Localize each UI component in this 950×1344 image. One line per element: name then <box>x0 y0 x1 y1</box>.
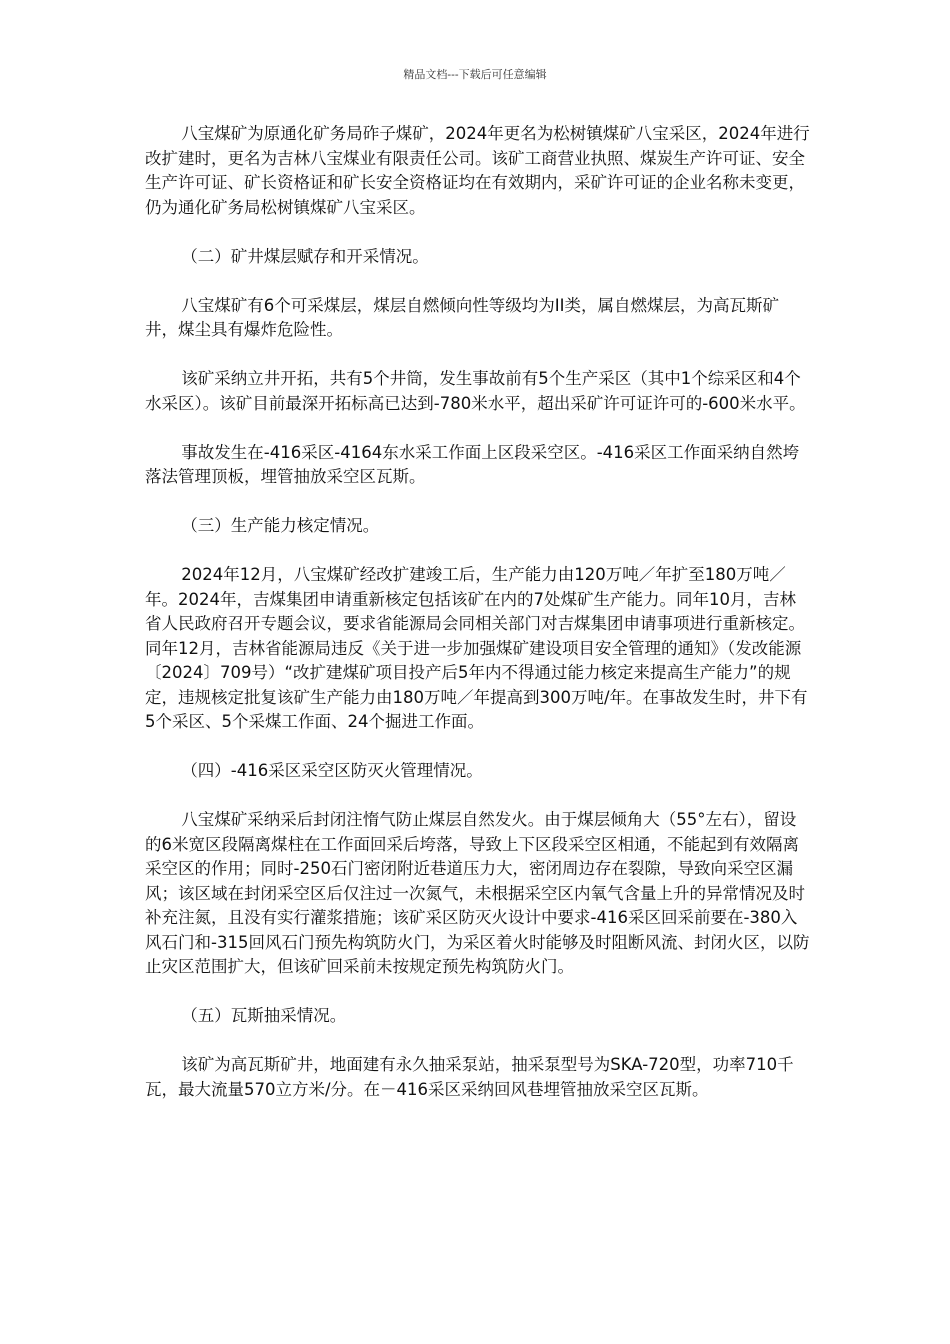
paragraph-fire-prevention: 八宝煤矿采纳采后封闭注惰气防止煤层自然发火。由于煤层倾角大（55°左右），留设的6米宽区段隔离煤柱在工作面回采后垮落，导致上下区段采空区相通，不能起到有效隔离采空区的作用；同时-250石门密闭附近巷道压力大，密闭周边存在裂隙，导致向采空区漏风；该区域在封闭采空区后仅注过一次氮气，未根据采空区内氧气含量上升的异常情况及时补充注氮，且没有实行灌浆措施；该矿采区防灭火设计中要求-416采区回采前要在-380入风石门和-315回风石门预先构筑防火门，为采区着火时能够及时阻断风流、封闭火区，以防止灾区范围扩大，但该矿回采前未按规定预先构筑防火门。 <box>145 810 810 976</box>
paragraph-accident-location: 事故发生在-416采区-4164东水采工作面上区段采空区。-416采区工作面采纳自然垮落法管理顶板，埋管抽放采空区瓦斯。 <box>145 442 800 486</box>
paragraph-company-history: 八宝煤矿为原通化矿务局砟子煤矿，2024年更名为松树镇煤矿八宝采区，2024年进行改扩建时，更名为吉林八宝煤业有限责任公司。该矿工商营业执照、煤炭生产许可证、安全生产许可证、矿长资格证和矿长安全资格证均在有效期内，采矿许可证的企业名称未变更，仍为通化矿务局松树镇煤矿八宝采区。 <box>145 124 810 217</box>
section-heading-capacity: （三）生产能力核定情况。 <box>181 516 380 535</box>
page-header: 精品文档---下载后可任意编辑 <box>403 68 547 81</box>
section-heading-gas-drainage: （五）瓦斯抽采情况。 <box>181 1006 347 1025</box>
paragraph-gas-drainage: 该矿为高瓦斯矿井，地面建有永久抽采泵站，抽采泵型号为SKA-720型，功率710千瓦，最大流量570立方米/分。在－416采区采纳回风巷埋管抽放采空区瓦斯。 <box>145 1055 794 1099</box>
paragraph-capacity-verification: 2024年12月，八宝煤矿经改扩建竣工后，生产能力由120万吨／年扩至180万吨／年。2024年，吉煤集团申请重新核定包括该矿在内的7处煤矿生产能力。同年10月，吉林省人民政府召开专题会议，要求省能源局会同相关部门对吉煤集团申请事项进行重新核定。同年12月，吉林省能源局违反《关于进一步加强煤矿建设项目安全管理的通知》（发改能源〔2024〕709号）“改扩建煤矿项目投产后5年内不得通过能力核定来提高生产能力”的规定，违规核定批复该矿生产能力由180万吨／年提高到300万吨/年。在事故发生时，井下有5个采区、5个采煤工作面、24个掘进工作面。 <box>145 565 808 731</box>
section-heading-fire-prevention: （四）-416采区采空区防灭火管理情况。 <box>181 761 483 780</box>
section-heading-coal-seam: （二）矿井煤层赋存和开采情况。 <box>181 246 429 266</box>
document-body <box>145 122 810 1127</box>
paragraph-shaft-development: 该矿采纳立井开拓，共有5个井筒，发生事故前有5个生产采区（其中1个综采区和4个水采区）。该矿目前最深开拓标高已达到-780米水平，超出采矿许可证许可的-600米水平。 <box>145 369 806 413</box>
paragraph-coal-seams: 八宝煤矿有6个可采煤层，煤层自燃倾向性等级均为II类，属自燃煤层，为高瓦斯矿井，煤尘具有爆炸危险性。 <box>145 295 780 339</box>
